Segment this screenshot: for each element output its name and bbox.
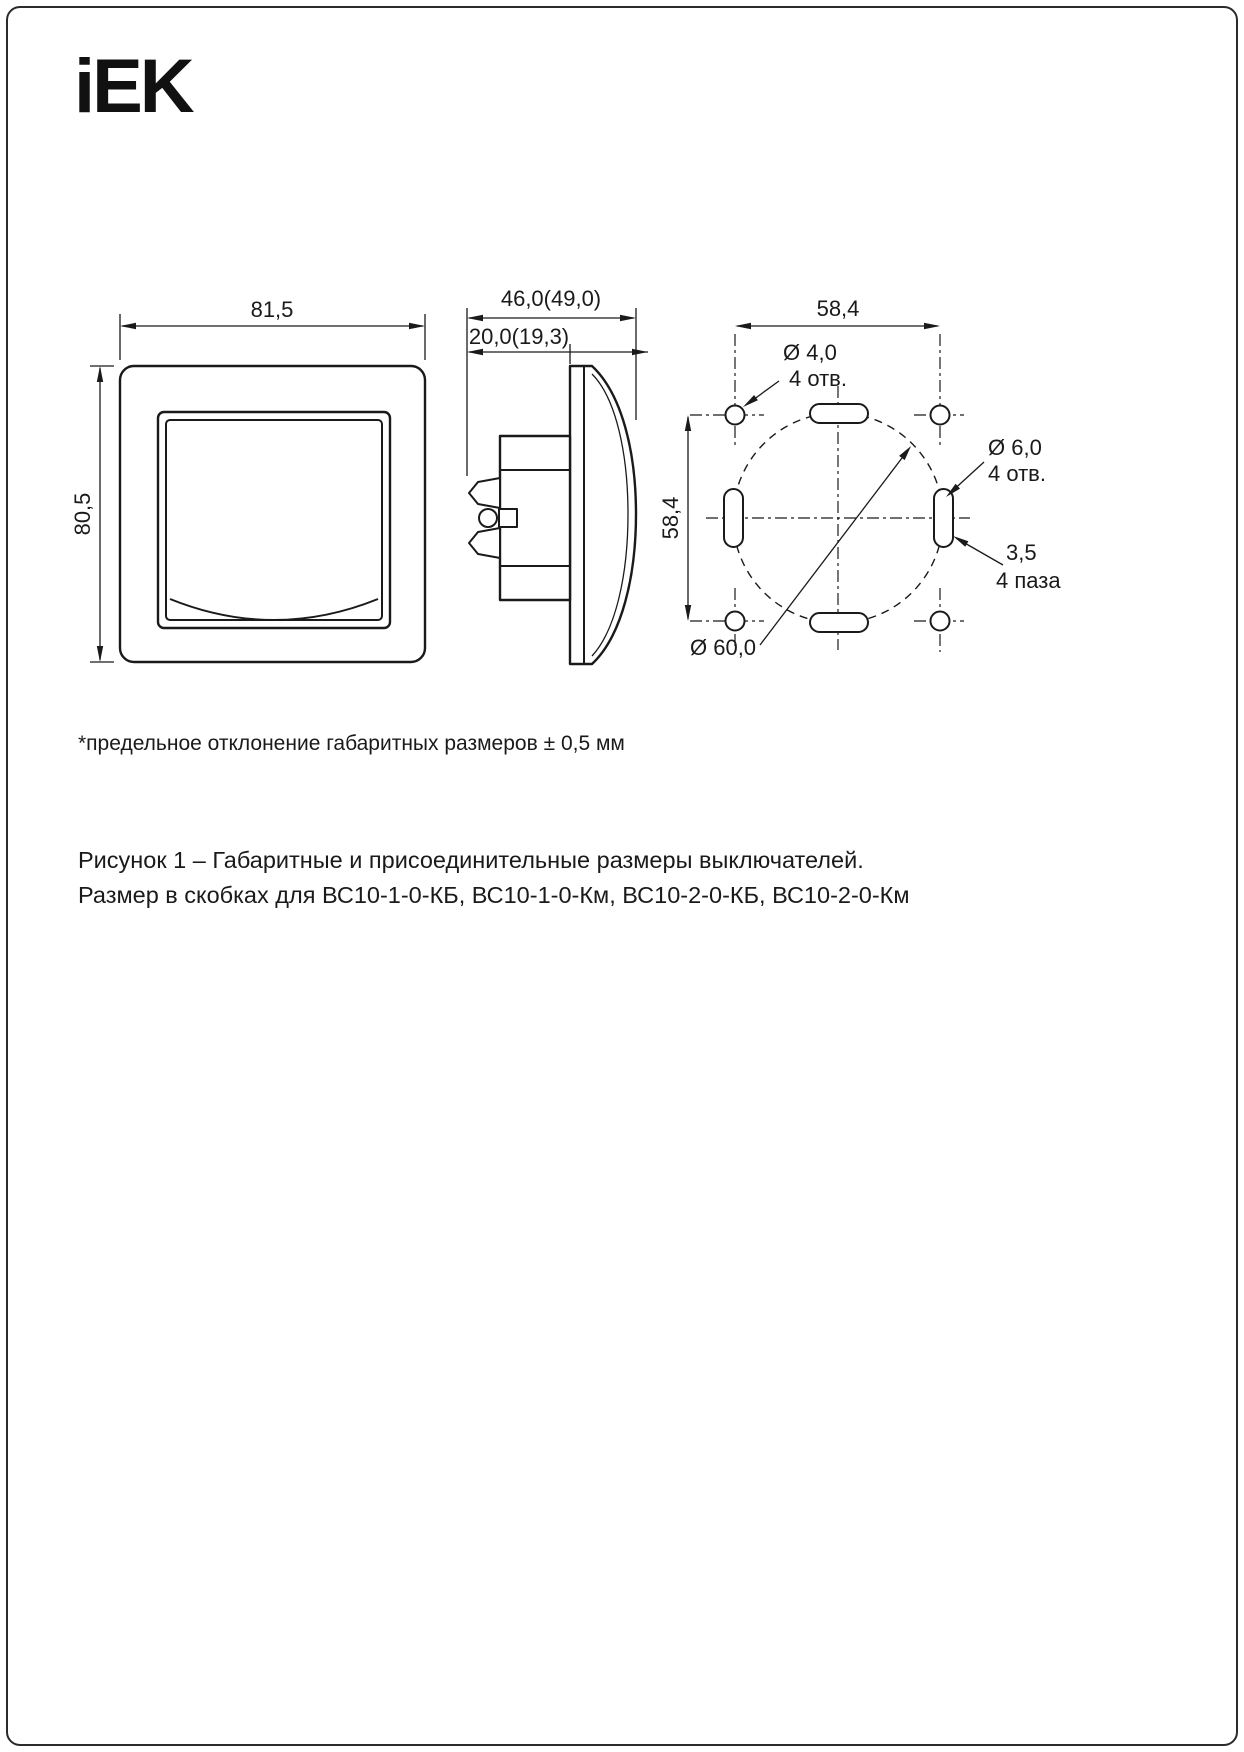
dim-front-height: 80,5 xyxy=(70,492,95,536)
front-view xyxy=(120,366,425,662)
label-hole-6-count: 4 отв. xyxy=(988,461,1046,486)
label-hole-6: Ø 6,0 xyxy=(988,435,1042,460)
technical-drawing xyxy=(0,0,1244,780)
label-slot-count: 4 паза xyxy=(996,568,1061,593)
mounting-plate-dimensions xyxy=(658,296,1061,660)
tolerance-footnote: *предельное отклонение габаритных размеров ± 0,5 мм xyxy=(78,732,625,755)
label-circle-60: Ø 60,0 xyxy=(690,635,757,660)
dim-plate-vertical: 58,4 xyxy=(658,496,683,540)
dim-plate-horizontal: 58,4 xyxy=(816,296,860,321)
figure-caption-line2: Размер в скобках для ВС10-1-0-КБ, ВС10-1-0-Км, ВС10-2-0-КБ, ВС10-2-0-Км xyxy=(78,882,910,908)
side-view xyxy=(469,366,636,664)
iek-logo-text: iEK xyxy=(74,44,192,129)
dim-front-width: 81,5 xyxy=(250,297,294,322)
figure-caption xyxy=(78,843,910,913)
dim-side-protrusion: 20,0(19,3) xyxy=(468,324,570,349)
label-slot-width: 3,5 xyxy=(1006,540,1037,565)
label-hole-4-count: 4 отв. xyxy=(789,366,847,391)
figure-caption-line1: Рисунок 1 – Габаритные и присоединительные размеры выключателей. xyxy=(78,847,864,873)
label-hole-4: Ø 4,0 xyxy=(783,340,837,365)
dim-side-depth: 46,0(49,0) xyxy=(500,286,602,311)
